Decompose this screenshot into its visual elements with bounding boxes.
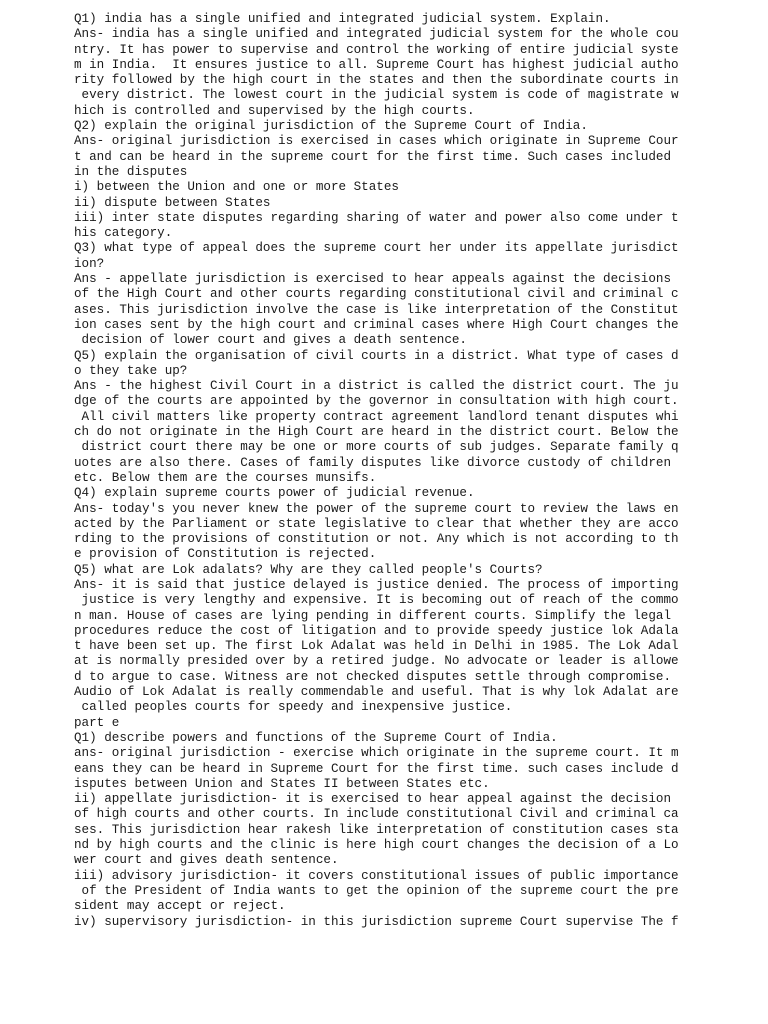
text-line: dge of the courts are appointed by the governor in consultation with high court. [74,394,679,409]
text-line: justice is very lengthy and expensive. It is becoming out of reach of the commo [74,593,679,608]
document-page [74,12,764,930]
text-line: All civil matters like property contract agreement landlord tenant disputes whi [74,409,679,424]
text-line: iv) supervisory jurisdiction- in this jurisdiction supreme Court supervise The f [74,914,679,929]
text-line: ch do not originate in the High Court are heard in the district court. Below the [74,425,679,440]
text-line: ses. This jurisdiction hear rakesh like interpretation of constitution cases sta [74,822,679,837]
text-line: iii) inter state disputes regarding sharing of water and power also come under t [74,210,679,225]
text-line: Q2) explain the original jurisdiction of the Supreme Court of India. [74,119,588,134]
text-line: district court there may be one or more courts of sub judges. Separate family q [74,440,679,455]
text-line: e provision of Constitution is rejected. [74,547,377,562]
text-line: rding to the provisions of constitution or not. Any which is not according to th [74,532,679,547]
text-line: Q5) explain the organisation of civil courts in a district. What type of cases d [74,348,679,363]
text-line: isputes between Union and States II between States etc. [74,776,490,791]
text-line: Ans- india has a single unified and integrated judicial system for the whole cou [74,27,679,42]
text-line: Q4) explain supreme courts power of judicial revenue. [74,486,475,501]
text-line: Audio of Lok Adalat is really commendable and useful. That is why lok Adalat are [74,685,679,700]
text-line: o they take up? [74,363,188,378]
text-line: ion cases sent by the high court and criminal cases where High Court changes the [74,317,679,332]
text-line: eans they can be heard in Supreme Court for the first time. such cases include d [74,761,679,776]
text-line: his category. [74,226,173,241]
text-line: i) between the Union and one or more States [74,180,399,195]
text-line: decision of lower court and gives a death sentence. [74,333,467,348]
text-line: Q5) what are Lok adalats? Why are they called people's Courts? [74,562,543,577]
text-line: every district. The lowest court in the judicial system is code of magistrate w [74,88,679,103]
text-line: at is normally presided over by a retired judge. No advocate or leader is allowe [74,654,679,669]
text-line: hich is controlled and supervised by the high courts. [74,103,475,118]
text-line: Ans - the highest Civil Court in a district is called the district court. The ju [74,379,679,394]
text-line: sident may accept or reject. [74,899,286,914]
text-line: nd by high courts and the clinic is here high court changes the decision of a Lo [74,838,679,853]
text-line: Ans- it is said that justice delayed is justice denied. The process of importing [74,577,679,592]
text-line: t have been set up. The first Lok Adalat was held in Delhi in 1985. The Lok Adal [74,639,679,654]
text-line: Ans- original jurisdiction is exercised in cases which originate in Supreme Cour [74,134,679,149]
text-line: ion? [74,256,105,271]
text-line: in the disputes [74,164,188,179]
text-line: d to argue to case. Witness are not checked disputes settle through compromise. [74,669,672,684]
text-line: part e [74,715,120,730]
text-line: iii) advisory jurisdiction- it covers constitutional issues of public importance [74,868,679,883]
text-line: acted by the Parliament or state legislative to clear that whether they are acco [74,516,679,531]
text-line: t and can be heard in the supreme court for the first time. Such cases included [74,149,672,164]
text-line: Q3) what type of appeal does the supreme court her under its appellate jurisdict [74,241,679,256]
text-line: of high courts and other courts. In include constitutional Civil and criminal ca [74,807,679,822]
text-line: n man. House of cases are lying pending in different courts. Simplify the legal [74,608,672,623]
text-line: Q1) describe powers and functions of the Supreme Court of India. [74,730,558,745]
text-line: called peoples courts for speedy and inexpensive justice. [74,700,513,715]
text-line: ans- original jurisdiction - exercise which originate in the supreme court. It m [74,746,679,761]
text-line: wer court and gives death sentence. [74,853,339,868]
text-line: Ans- today's you never knew the power of the supreme court to review the laws en [74,501,679,516]
text-line: procedures reduce the cost of litigation and to provide speedy justice lok Adala [74,623,679,638]
text-line: uotes are also there. Cases of family disputes like divorce custody of children [74,455,672,470]
text-line: Ans - appellate jurisdiction is exercised to hear appeals against the decisions [74,272,672,287]
text-line: etc. Below them are the courses munsifs. [74,470,377,485]
text-line: Q1) india has a single unified and integrated judicial system. Explain. [74,12,611,26]
text-line: rity followed by the high court in the states and then the subordinate courts in [74,73,679,88]
text-line: ii) dispute between States [74,195,271,210]
text-line: ntry. It has power to supervise and control the working of entire judicial syste [74,42,679,57]
text-line: ii) appellate jurisdiction- it is exercised to hear appeal against the decision [74,792,672,807]
text-line: of the High Court and other courts regarding constitutional civil and criminal c [74,287,679,302]
text-line: ases. This jurisdiction involve the case is like interpretation of the Constitut [74,302,679,317]
text-line: m in India. It ensures justice to all. Supreme Court has highest judicial autho [74,57,679,72]
text-line: of the President of India wants to get the opinion of the supreme court the pre [74,883,679,898]
